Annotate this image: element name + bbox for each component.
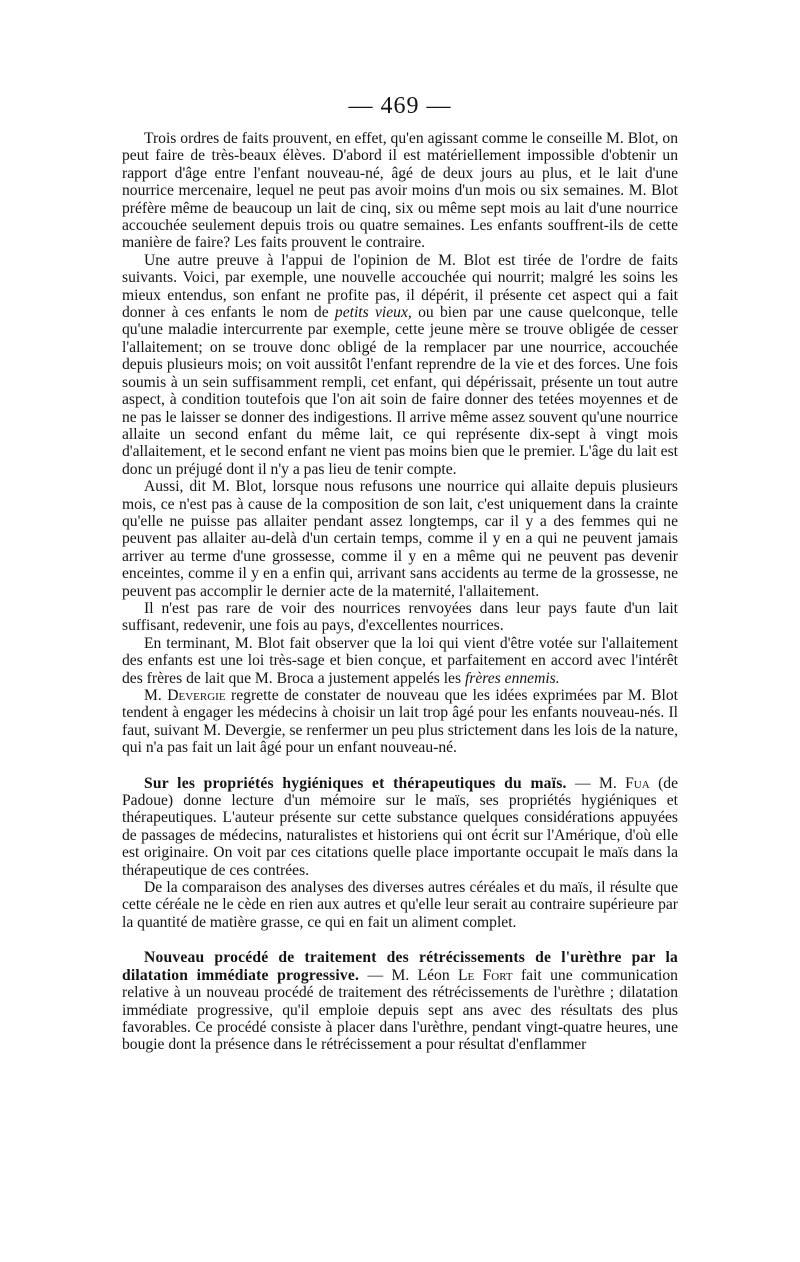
author-le-fort: Le Fort xyxy=(457,966,513,984)
paragraph-4: Il n'est pas rare de voir des nourrices renvoyées dans leur pays faute d'un lait suffisant, redevenir, une fois au pays, d'excellentes nourrices. xyxy=(122,599,678,635)
article-body xyxy=(122,130,678,1054)
italic-term-freres-ennemis: frères ennemis. xyxy=(464,669,560,687)
paragraph-3: Aussi, dit M. Blot, lorsque nous refusons une nourrice qui allaite depuis plusieurs mois, ce n'est pas à cause de la composition de son lait, c'est uniquement dans la crainte qu'elle ne puisse pas allaiter pendant assez longtemps, car il y a des femmes qui ne peuvent pas allaiter au-delà d'un certain temps, comme il y en a qui ne peuvent jamais arriver au terme d'une grossesse, comme il y en a même qui ne peuvent pas devenir enceintes, comme il y en a enfin qui, arrivant sans accidents au terme de la grossesse, ne peuvent pas accomplir le dernier acte de la maternité, l'allaitement. xyxy=(122,478,678,600)
section-uretre-title: Nouveau procédé de traitement des rétrécissements de l'urèthre par la dilatation immédiate progressive. xyxy=(122,949,678,984)
section-uretre-intro: — M. Léon xyxy=(367,966,450,984)
section-mais-paragraph-2: De la comparaison des analyses des diverses autres céréales et du maïs, il résulte que cette céréale ne le cède en rien aux autres et qu'elle leur serait au contraire supérieure par la quantité de matière grasse, ce qui en fait un aliment complet. xyxy=(122,879,678,931)
author-devergie: Devergie xyxy=(167,687,226,704)
author-fua: Fua xyxy=(625,774,650,792)
page-number: — 469 — xyxy=(348,93,452,119)
paragraph-6-prefix: M. xyxy=(144,687,162,704)
italic-term-petits-vieux: petits vieux, xyxy=(334,304,412,322)
paragraph-6-text: regrette de constater de nouveau que les idées exprimées par M. Blot tendent à engager les médecins à choisir un lait trop âgé pour les enfants nouveau-nés. Il faut, suivant M. Devergie, se renfermer un peu plus strictement dans les lois de la nature, qui n'a pas fait un lait âgé pour un enfant nouveau-né. xyxy=(122,687,678,757)
paragraph-6 xyxy=(122,687,678,757)
section-uretre xyxy=(122,949,678,1053)
section-mais xyxy=(122,775,678,932)
section-uretre-lead xyxy=(122,949,678,1053)
section-mais-lead xyxy=(122,775,678,879)
section-uretre-text: fait une communication relative à un nouveau procédé de traitement des rétrécissements de l'urèthre ; dilatation immédiate progressive, qu'il emploie depuis sept ans avec des résultats des plus favorables. Ce procédé consiste à placer dans l'urèthre, pendant vingt-quatre heures, une bougie dont la présence dans le rétrécissement a pour résultat d'enflammer xyxy=(122,966,678,1054)
paragraph-2-continued: ou bien par une cause quelconque, telle qu'une maladie intercurrente par exemple, cette jeune mère se trouve obligée de cesser l'allaitement; on se trouve donc obligé de la remplacer par une nourrice, accouchée depuis plusieurs mois; on voit aussitôt l'enfant reprendre de la vie et des forces. Une fois soumis à un sein suffisamment rempli, cet enfant, qui dépérissait, présente un tout autre aspect, à condition toutefois que l'on ait soin de faire donner des tetées moyennes et de ne pas le laisser se donner des indigestions. Il arrive même assez souvent qu'une nourrice allaite un second enfant du même lait, ce qui représente dix-sept à vingt mois d'allaitement, et le second enfant ne vient pas moins bien que le premier. L'âge du lait est donc un préjugé dont il n'y a pas lieu de tenir compte. xyxy=(122,304,678,478)
section-mais-title: Sur les propriétés hygiéniques et thérapeutiques du maïs. xyxy=(144,774,567,792)
section-mais-intro: — M. xyxy=(574,774,617,792)
paragraph-5-text: En terminant, M. Blot fait observer que la loi qui vient d'être votée sur l'allaitement des enfants est une loi très-sage et bien conçue, et parfaitement en accord avec l'intérêt des frères de lait que M. Broca a justement appelés les xyxy=(122,634,678,687)
paragraph-5 xyxy=(122,635,678,687)
paragraph-2 xyxy=(122,252,678,478)
paragraph-1: Trois ordres de faits prouvent, en effet, qu'en agissant comme le conseille M. Blot, on peut faire de très-beaux élèves. D'abord il est matériellement impossible d'obtenir un rapport d'âge entre l'enfant nouveau-né, âgé de deux jours au plus, et le lait d'une nourrice mercenaire, lequel ne peut pas avoir moins d'un mois ou six semaines. M. Blot préfère même de beaucoup un lait de cinq, six ou même sept mois au lait d'une nourrice accouchée seulement depuis trois ou quatre semaines. Les enfants souffrent-ils de cette manière de faire? Les faits prouvent le contraire. xyxy=(122,130,678,252)
section-mais-text-1: (de Padoue) donne lecture d'un mémoire sur le maïs, ses propriétés hygiéniques et thérapeutiques. L'auteur présente sur cette substance quelques considérations appuyées de passages de médecins, naturalistes et historiens qui ont écrit sur l'Amérique, d'où elle est originaire. On voit par ces citations quelle place importante occupait le maïs dans la thérapeutique de ces contrées. xyxy=(122,774,678,879)
paragraph-2-text: Une autre preuve à l'appui de l'opinion de M. Blot est tirée de l'ordre de faits suivants. Voici, par exemple, une nouvelle accouchée qui nourrit; malgré les soins les mieux entendus, son enfant ne profite pas, il dépérit, il présente cet aspect qui a fait donner à ces enfants le nom de xyxy=(122,251,678,322)
